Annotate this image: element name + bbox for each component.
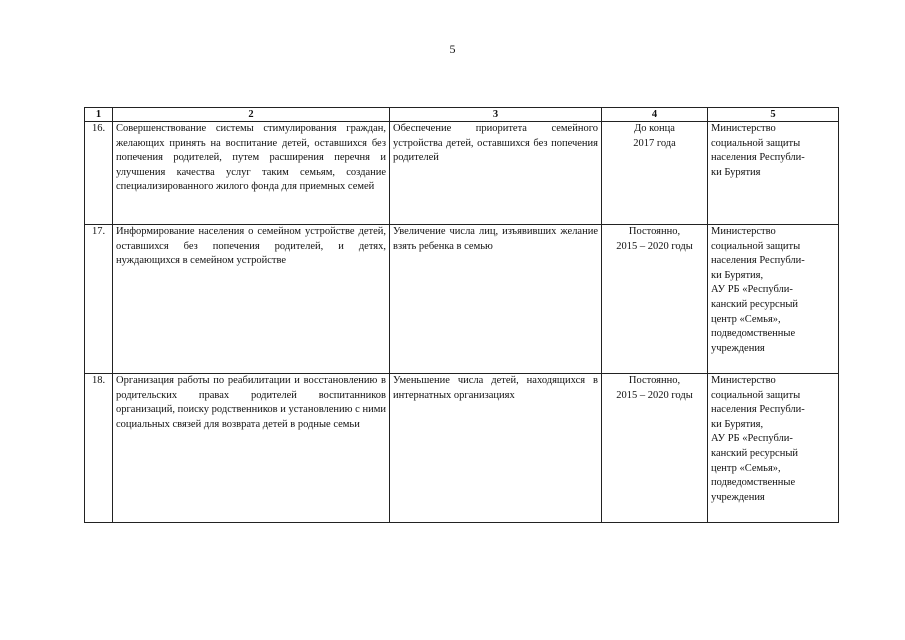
deadline-line: 2015 – 2020 годы: [616, 389, 693, 401]
responsible-line: социальной защиты: [711, 137, 801, 149]
result-cell: Уменьшение числа детей, находящихся в интернатных организациях: [390, 374, 602, 523]
responsible-line: ки Бурятия,: [711, 418, 764, 430]
table-header-row: [85, 108, 839, 122]
column-header-5: 5: [708, 108, 839, 122]
responsible-line: социальной защиты: [711, 389, 801, 401]
responsible-line: центр «Семья»,: [711, 313, 781, 325]
table-row: [85, 374, 839, 523]
responsible-line: социальной защиты: [711, 240, 801, 252]
column-header-2: 2: [113, 108, 390, 122]
deadline-line: 2015 – 2020 годы: [616, 240, 693, 252]
responsible-line: АУ РБ «Республи-: [711, 433, 793, 445]
row-number: 18.: [85, 374, 113, 523]
deadline-cell: [602, 122, 708, 225]
responsible-cell: [708, 225, 839, 374]
page-number: 5: [449, 42, 456, 56]
responsible-line: подведомственные: [711, 328, 796, 340]
deadline-cell: [602, 374, 708, 523]
table-row: [85, 225, 839, 374]
responsible-line: учреждения: [711, 491, 765, 503]
responsible-cell: [708, 122, 839, 225]
responsible-line: Министерство: [711, 375, 776, 386]
measure-cell: Информирование населения о семейном устройстве детей, оставшихся без попечения родителей, и детях, нуждающихся в семейном устройстве: [113, 225, 390, 374]
table-row: [85, 122, 839, 225]
column-header-3: 3: [390, 108, 602, 122]
measure-cell: Организация работы по реабилитации и восстановлению в родительских правах родителей воспитанников организаций, поиску родственников и установлению с ними социальных связей для возврата детей в родные семьи: [113, 374, 390, 523]
result-cell: Увеличение числа лиц, изъявивших желание взять ребенка в семью: [390, 225, 602, 374]
responsible-line: ки Бурятия,: [711, 269, 764, 281]
responsible-line: подведомственные: [711, 477, 796, 489]
responsible-line: населения Республи-: [711, 255, 805, 267]
row-number: 16.: [85, 122, 113, 225]
measure-cell: Совершенствование системы стимулирования граждан, желающих принять на воспитание детей, оставшихся без попечения родителей, путем расширения перечня и улучшения качества услуг таким семьям, создание специализированного жилого фонда для приемных семей: [113, 122, 390, 225]
responsible-line: Министерство: [711, 226, 776, 237]
result-cell: Обеспечение приоритета семейного устройства детей, оставшихся без попечения родителей: [390, 122, 602, 225]
responsible-line: ки Бурятия: [711, 166, 761, 178]
deadline-line: 2017 года: [633, 137, 676, 149]
deadline-cell: [602, 225, 708, 374]
responsible-line: канский ресурсный: [711, 298, 798, 310]
responsible-line: канский ресурсный: [711, 447, 798, 459]
responsible-line: населения Республи-: [711, 152, 805, 164]
responsible-cell: [708, 374, 839, 523]
responsible-line: учреждения: [711, 342, 765, 354]
responsible-line: АУ РБ «Республи-: [711, 284, 793, 296]
deadline-line: Постоянно,: [628, 226, 681, 237]
deadline-line: До конца: [634, 123, 675, 134]
row-number: 17.: [85, 225, 113, 374]
column-header-1: 1: [85, 108, 113, 122]
deadline-line: Постоянно,: [628, 375, 681, 386]
responsible-line: населения Республи-: [711, 404, 805, 416]
column-header-4: 4: [602, 108, 708, 122]
plan-table: [84, 107, 839, 523]
responsible-line: Министерство: [711, 123, 776, 134]
responsible-line: центр «Семья»,: [711, 462, 781, 474]
